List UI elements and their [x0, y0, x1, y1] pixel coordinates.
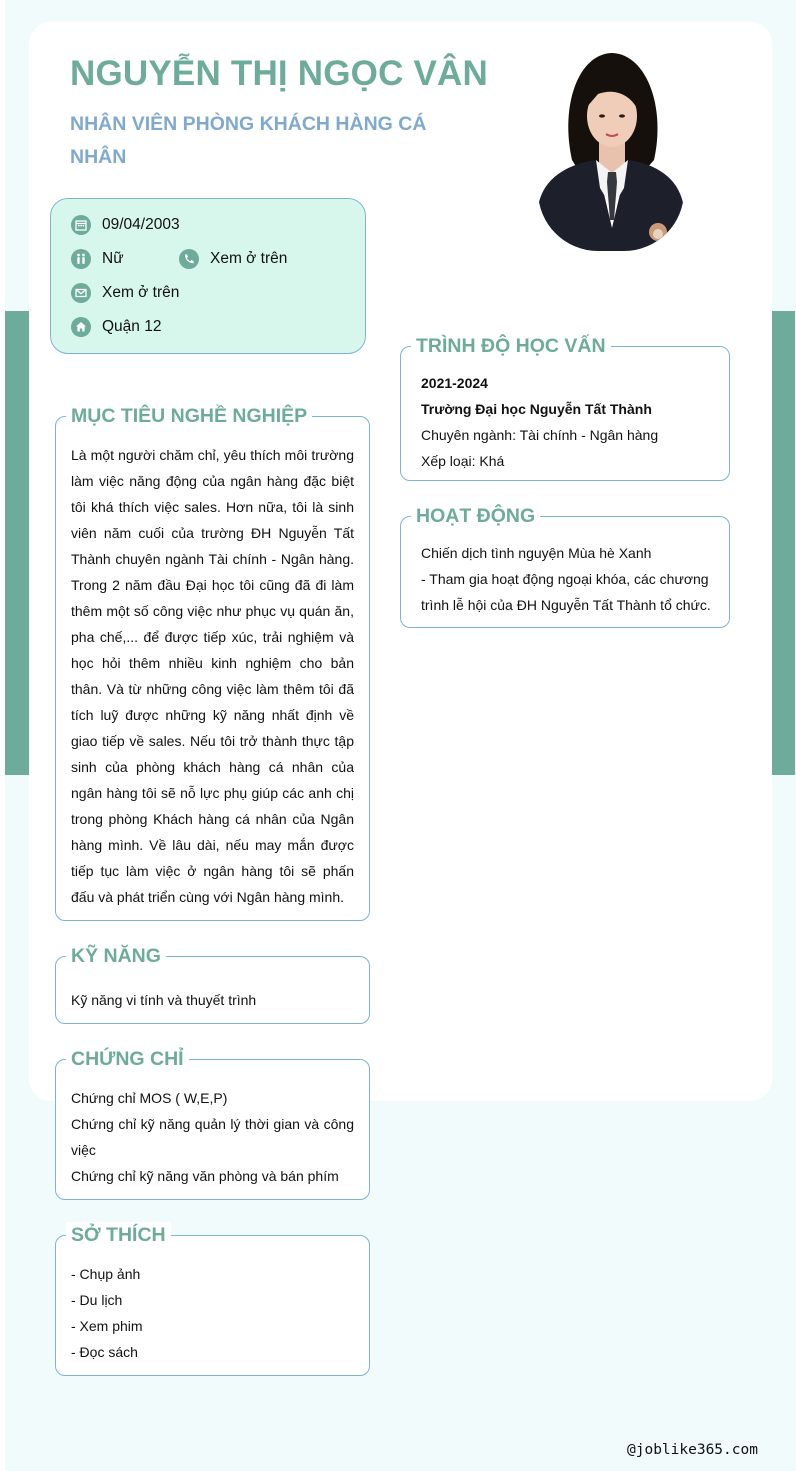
- activities-section: [400, 505, 730, 628]
- certificates-title: CHỨNG CHỈ: [66, 1046, 189, 1072]
- hobbies-section: [55, 1224, 370, 1376]
- phone-icon: [179, 249, 199, 269]
- home-icon: [71, 317, 91, 337]
- birthday-row: [71, 215, 180, 235]
- education-rank: Xếp loại: Khá: [421, 453, 505, 469]
- gender-value: Nữ: [102, 250, 124, 267]
- career-objective-text: Là một người chăm chỉ, yêu thích môi trường làm việc năng động của ngân hàng đặc biệt tôi khá thích việc sales. Hơn nữa, tôi là sinh viên năm cuối của trường ĐH Nguyễn Tất Thành chuyên ngành Tài chính - Ngân hàng. Trong 2 năm đầu Đại học tôi cũng đã đi làm thêm một số công việc như phục vụ quán ăn, pha chế,... để được tiếp xúc, trải nghiệm và học hỏi thêm nhiều kinh nghiệm cho bản thân. Và từ những công việc làm thêm tôi đã tích luỹ được những kỹ năng nhất định về giao tiếp về sales. Nếu tôi trở thành thực tập sinh của phòng khách hàng cá nhân của ngân hàng tôi sẽ nỗ lực phụ giúp các anh chị trong phòng Khách hàng cá nhân của Ngân hàng mình. Về lâu dài, nếu may mắn được tiếp tục làm việc ở ngân hàng tôi sẽ phấn đấu và phát triển cùng với Ngân hàng mình.: [71, 447, 354, 905]
- certificate-item: Chứng chỉ kỹ năng văn phòng và bán phím: [71, 1168, 339, 1184]
- skills-title: KỸ NĂNG: [66, 943, 166, 969]
- address-value: Quận 12: [102, 318, 162, 335]
- email-row: [71, 283, 179, 303]
- birthday-value: 09/04/2003: [102, 216, 180, 233]
- certificates-list: [71, 1085, 354, 1189]
- education-school: Trường Đại học Nguyễn Tất Thành: [421, 401, 652, 417]
- profile-photo: [538, 48, 684, 251]
- certificates-section: [55, 1048, 370, 1200]
- hobby-item: - Du lịch: [71, 1292, 123, 1308]
- activity-name: Chiến dịch tình nguyện Mùa hè Xanh: [421, 545, 652, 561]
- activities-details: [421, 540, 714, 618]
- skills-section: [55, 945, 370, 1024]
- education-section: [400, 335, 730, 481]
- education-years: 2021-2024: [421, 375, 488, 391]
- activity-detail: - Tham gia hoạt động ngoại khóa, các chương trình lễ hội của ĐH Nguyễn Tất Thành tổ chức.: [421, 571, 711, 613]
- gender-icon: [71, 249, 91, 269]
- hobbies-list: [71, 1261, 354, 1365]
- activities-title: HOẠT ĐỘNG: [411, 503, 540, 529]
- hobbies-title: SỞ THÍCH: [66, 1222, 171, 1248]
- gender-row: [71, 249, 124, 269]
- hobby-item: - Đọc sách: [71, 1344, 138, 1360]
- left-accent-band: [5, 311, 29, 775]
- education-title: TRÌNH ĐỘ HỌC VẤN: [411, 333, 611, 359]
- contact-info-box: [50, 198, 366, 354]
- skills-text: Kỹ năng vi tính và thuyết trình: [71, 992, 257, 1008]
- education-details: [421, 370, 714, 474]
- envelope-icon: [71, 283, 91, 303]
- job-title: NHÂN VIÊN PHÒNG KHÁCH HÀNG CÁ NHÂN: [70, 113, 427, 168]
- career-objective-title: MỤC TIÊU NGHỀ NGHIỆP: [66, 403, 312, 429]
- hobby-item: - Chụp ảnh: [71, 1266, 141, 1282]
- career-objective-section: [55, 405, 370, 921]
- education-major: Chuyên ngành: Tài chính - Ngân hàng: [421, 427, 659, 443]
- email-value: Xem ở trên: [102, 284, 180, 301]
- certificate-item: Chứng chỉ MOS ( W,E,P): [71, 1090, 228, 1106]
- candidate-name: NGUYỄN THỊ NGỌC VÂN: [70, 54, 488, 93]
- phone-value: Xem ở trên: [210, 250, 288, 267]
- right-accent-band: [772, 311, 795, 775]
- certificate-item: Chứng chỉ kỹ năng quản lý thời gian và công việc: [71, 1116, 354, 1158]
- watermark-text: @joblike365.com: [627, 1442, 758, 1458]
- calendar-icon: [71, 215, 91, 235]
- phone-row: [179, 249, 287, 269]
- address-row: [71, 317, 161, 337]
- hobby-item: - Xem phim: [71, 1318, 143, 1334]
